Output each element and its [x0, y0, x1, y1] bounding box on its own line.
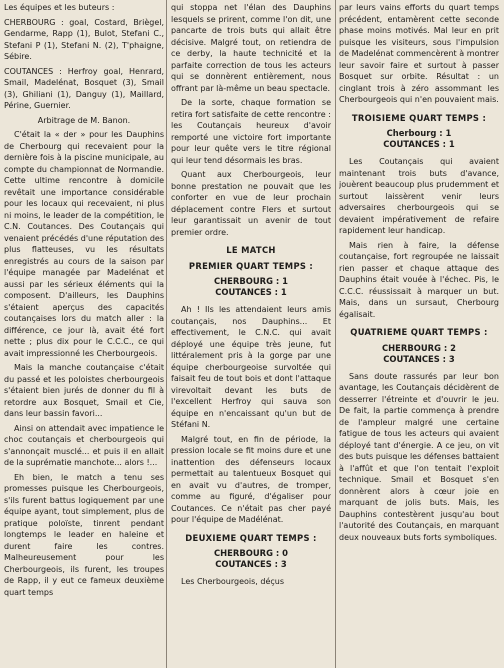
article-paragraph: par leurs vains efforts du quart temps précédent, entamèrent cette seconde phase moins motivés. Mal leur en prit puisque les visiteurs, sous l'impulsion de Madelénat commencèrent à montrer leur savoir faire et surtout à passer Bosquet sur orbite. Résultat : un cinglant trois à zéro assommant les Cherbourgeois qui n'en pouvaient mais. [339, 3, 499, 104]
article-paragraph: Mais rien à faire, la défense coutançaise, fort regroupée ne laissait rien passer et chaque attaque des Dauphins était vouée à l'échec. Pis, le C.C.C. réussissait à marquer un but. Mais, dans un sursaut, Cherbourg égalisait. [339, 240, 499, 319]
referee-line: Arbitrage de M. Banon. [37, 115, 131, 125]
q4-heading: QUATRIEME QUART TEMPS : [350, 327, 488, 337]
q1-cherbourg-score: CHERBOURG : 1 [214, 276, 288, 286]
column-3 [339, 2, 499, 666]
column-2 [171, 2, 331, 666]
q2-heading: DEUXIEME QUART TEMPS : [185, 532, 317, 543]
column-divider [166, 0, 167, 668]
article-paragraph: Ah ! Ils les attendaient leurs amis coutançais, nos Dauphins... Et effectivement, le C.N.C. qui avait déployé une équipe très jeune, fut littéralement pris à la gorge par une équipe cherbourgeoise survoltée qui faisait feu de tout bois et dont l'attaque virevoltait devant les buts de l'excellent Herfroy qui sauva son équipe en n'encaissant qu'un but de Stéfani N. [171, 305, 331, 429]
article-paragraph: C'était la « der » pour les Dauphins de Cherbourg qui recevaient pour la dernière fois à la piscine municipale, au compte du championnat de Normandie. Cette ultime rencontre à domicile revêtait une importance considérable pour les locaux qui recevaient, ni plus ni moins, le leader de la compétition, le C.N. Coutances. Des Coutançais qui venaient précédés d'une réputation des plus flatteuses, vu les résultats enregistrés au cours de la saison par l'équipe managée par Madelénat et aussi par les sérieux éléments qui la composent. D'ailleurs, les Dauphins s'étaient aperçus des capacités coutançaises lors du match aller : la différence, ce jour là, avait été fort nette ; plus dix pour le C.C.C., ce qui avait impressionné les Cherbourgeois. [4, 130, 164, 358]
article-paragraph: Quant aux Cherbourgeois, leur bonne prestation ne pouvait que les conforter en vue de leur prochain déplacement contre Flers et surtout leur garantissait un avenir de tout premier ordre. [171, 170, 331, 237]
q2-score [171, 548, 331, 570]
q2-cherbourg-score: CHERBOURG : 0 [214, 548, 288, 558]
cherbourg-lineup: CHERBOURG : goal, Costard, Briègel, Gendarme, Rapp (1), Bulot, Stefani C., Stefani P (1), Stefani N. (2), T'phaigne, Sébire. [4, 17, 164, 61]
q3-heading: TROISIEME QUART TEMPS : [351, 112, 487, 123]
q3-score [339, 128, 499, 150]
q4-cherbourg-score: CHERBOURG : 2 [382, 342, 456, 353]
match-heading: LE MATCH [226, 245, 276, 255]
article-paragraph: Eh bien, le match a tenu ses promesses puisque les Cherbourgeois, s'ils furent battus logiquement par une équipe ayant, tout simplement, plus de pratique poloïste, tinrent pendant longtemps le leader en haleine et durent faire les contres. Malheureusement pour les Cherbourgeois, ils furent, les troupes de Rapp, il y eut ce fameux deuxième quart temps [4, 472, 164, 597]
column-1 [4, 2, 164, 666]
q4-score [339, 343, 499, 365]
coutances-lineup: COUTANCES : Herfroy goal, Henrard, Smail, Madelénat, Bosquet (3), Smail (3), Ghiliani (1), Danguy (1), Maillard, Périne, Guernier. [4, 66, 164, 110]
q3-coutances-score: COUTANCES : 1 [383, 139, 455, 149]
article-paragraph: Les Cherbourgeois, déçus [181, 577, 285, 586]
article-paragraph: De la sorte, chaque formation se retira fort satisfaite de cette rencontre : les Coutançais heureux d'avoir remporté une victoire fort importante pour leur quête vers le titre régional qui leur tend désormais les bras. [171, 98, 331, 165]
q1-coutances-score: COUTANCES : 1 [215, 287, 287, 297]
article-paragraph: Les Coutançais qui avaient maintenant trois buts d'avance, jouèrent beaucoup plus prudemment et surtout laissèrent venir leurs adversaires cherbourgeois qui se devaient impérativement de refaire rapidement leur handicap. [339, 157, 499, 235]
lineup-intro: Les équipes et les buteurs : [4, 3, 115, 12]
column-divider [335, 0, 336, 668]
q2-coutances-score: COUTANCES : 3 [215, 559, 287, 569]
article-paragraph: Sans doute rassurés par leur bon avantage, les Coutançais décidèrent de desserrer l'étreinte et d'ouvrir le jeu. De fait, la partie commença à prendre de l'ampleur malgré une certaine fatigue de tous les acteurs qui avaient déployé tant d'énergie. A ce jeu, on vit des buts puisque les défenses battaient à l'affût et que l'on tentait l'exploit technique. Smail et Bosquet s'en donnèrent alors à cœur joie en marquant de jolis buts. Mais, les Dauphins contestèrent jusqu'au bout l'autorité des Coutançais, en marquant deux nouveaux buts forts symboliques. [339, 371, 499, 542]
article-paragraph: Ainsi on attendait avec impatience le choc coutançais et cherbourgeois qui s'annonçait musclé... et puis il en allait de la suprématie manchote... alors !... [4, 423, 164, 467]
q4-coutances-score: COUTANCES : 3 [383, 353, 455, 364]
q1-score [171, 276, 331, 298]
article-paragraph: Mais la manche coutançaise c'était du passé et les poloistes cherbourgeois s'étaient bien jurés de donner du fil à retordre aux Bosquet, Smail et Cie, dans leur bassin favori... [4, 363, 164, 418]
article-paragraph: qui stoppa net l'élan des Dauphins lesquels se prirent, comme l'on dit, une pancarte de trois buts qui allait être décisive. Malgré tout, on retiendra de ce derby, la haute technicité et la parfaite correction de tous les acteurs qui se donnèrent entièrement, nous offrant par là-même un beau spectacle. [171, 3, 331, 93]
article-paragraph: Malgré tout, en fin de période, la pression locale se fit moins dure et une inattention des défenseurs locaux permettait au talentueux Bosquet qui en avait vu d'autres, de tromper, comme au figuré, d'égaliser pour Coutances. Ce n'était pas cher payé pour l'équipe de Madélénat. [171, 434, 331, 524]
q1-heading: PREMIER QUART TEMPS : [188, 260, 314, 271]
q3-cherbourg-score: Cherbourg : 1 [386, 128, 452, 138]
